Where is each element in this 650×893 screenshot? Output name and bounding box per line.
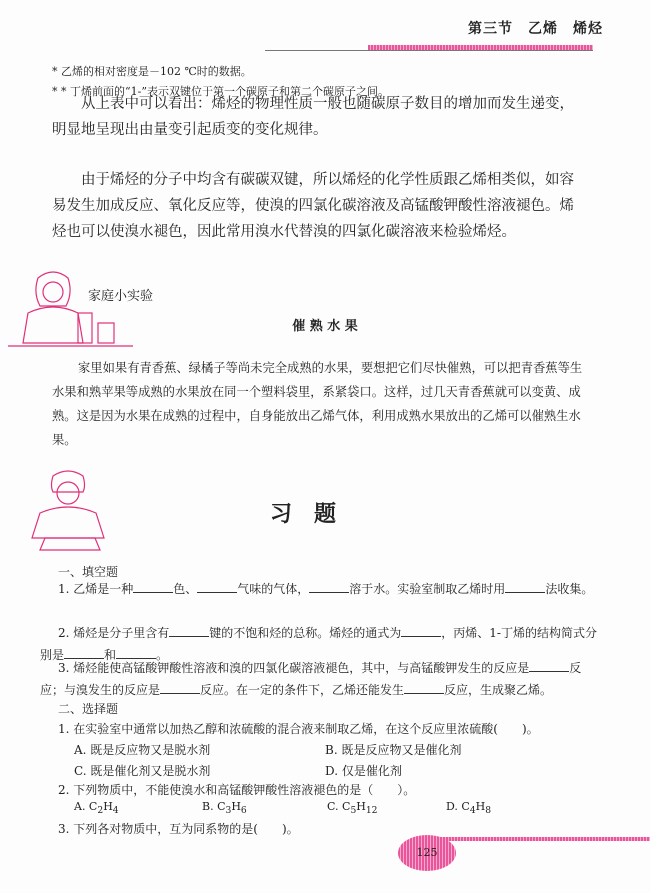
option: D. 仅是催化剂 bbox=[325, 764, 402, 778]
choice-question-2: 2. 下列物质中，不能使溴水和高锰酸钾酸性溶液褪色的是（ ）。 bbox=[58, 783, 416, 797]
option: B. $C_3H_6$ bbox=[202, 800, 247, 817]
exercises-title: 习 题 bbox=[270, 502, 337, 527]
choice-question-3: 3. 下列各对物质中，互为同系物的是( )。 bbox=[58, 822, 299, 836]
fill-question-2: 2. 烯烃是分子里含有 键的不饱和烃的总称。烯烃的通式为 ，丙烯、1-丁烯的结构简式分别是 和 。 bbox=[40, 626, 597, 662]
option: A. 既是反应物又是脱水剂 bbox=[74, 743, 211, 757]
page-number: 125 bbox=[398, 835, 456, 871]
option: A. $C_2H_4$ bbox=[74, 800, 119, 817]
choice-heading: 二、选择题 bbox=[58, 702, 119, 716]
footer-pink-bar bbox=[440, 837, 650, 841]
option: C. $C_5H_{12}$ bbox=[327, 800, 378, 817]
header-rule bbox=[265, 50, 593, 51]
fill-question-1: 1. 乙烯是一种 色、 气味的气体， 溶于水。实验室制取乙烯时用 法收集。 bbox=[58, 582, 594, 596]
girl-experiment-illustration-icon bbox=[8, 268, 133, 353]
experiment-text: 家里如果有青香蕉、绿橘子等尚未完全成熟的水果，要想把它们尽快催熟，可以把青香蕉等生水果和熟苹果等成熟的水果放在同一个塑料袋里，系紧袋口。这样，过几天青香蕉就可以变黄、成熟。这是因为水果在成熟的过程中，自身能放出乙烯气体，利用成熟水果放出的乙烯可以催熟生水果。 bbox=[52, 361, 583, 447]
footnote: * * 丁烯前面的“1-”表示双键位于第一个碳原子和第二个碳原子之间。 bbox=[52, 85, 389, 98]
experiment-label: 家庭小实验 bbox=[88, 289, 154, 304]
option: D. $C_4H_8$ bbox=[446, 800, 492, 817]
section-header: 第三节 乙烯 烯烃 bbox=[468, 21, 603, 37]
paragraph: 由于烯烃的分子中均含有碳碳双键，所以烯烃的化学性质跟乙烯相类似，如容易发生加成反应、氧化反应等，使溴的四氯化碳溶液及高锰酸钾酸性溶液褪色。烯烃也可以使溴水褪色，因此常用溴水代替溴的四氯化碳溶液来检验烯烃。 bbox=[52, 172, 574, 240]
option: C. 既是催化剂又是脱水剂 bbox=[74, 764, 211, 778]
boy-writing-illustration-icon bbox=[25, 468, 115, 553]
paragraph: 从上表中可以看出：烯烃的物理性质一般也随碳原子数目的增加而发生递变，明显地呈现出由量变引起质变的变化规律。 bbox=[52, 96, 574, 138]
choice-question-1: 1. 在实验室中通常以加热乙醇和浓硫酸的混合液来制取乙烯，在这个反应里浓硫酸( )。 bbox=[58, 722, 539, 736]
fill-question-3: 3. 烯烃能使高锰酸钾酸性溶液和溴的四氯化碳溶液褪色，其中，与高锰酸钾发生的反应是 反应；与溴发生的反应是 反应。在一定的条件下，乙烯还能发生 反应，生成聚乙烯。 bbox=[40, 661, 582, 697]
footnote: * 乙烯的相对密度是－102 ℃时的数据。 bbox=[52, 65, 252, 78]
fill-heading: 一、填空题 bbox=[58, 565, 119, 579]
option: B. 既是反应物又是催化剂 bbox=[325, 743, 462, 757]
experiment-title: 催 熟 水 果 bbox=[292, 319, 358, 334]
